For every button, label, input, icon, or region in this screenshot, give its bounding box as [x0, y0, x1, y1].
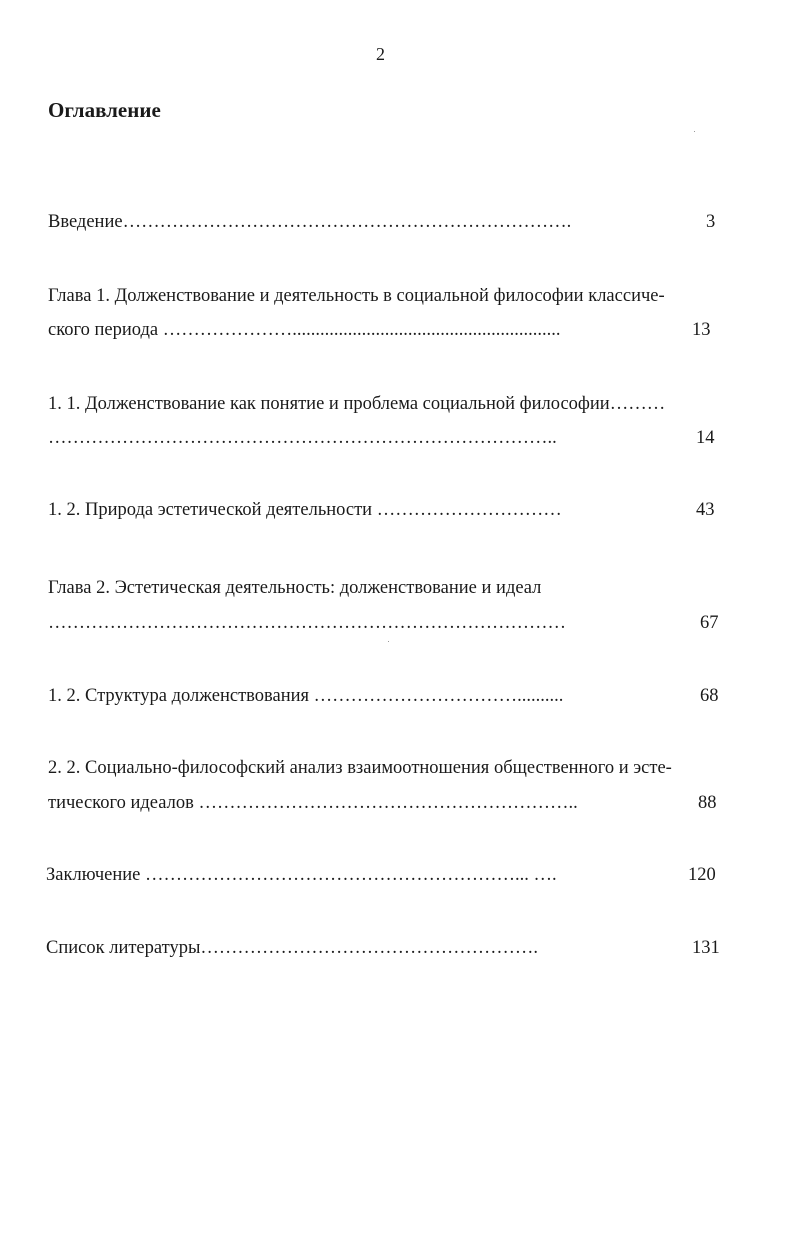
- toc-entry-conclusion: Заключение ……………………………………………………... ….: [46, 865, 557, 885]
- toc-page-section-1-1: 14: [696, 428, 715, 448]
- toc-entry-chapter-1-cont: ского периода …………………..........................................................: [48, 320, 561, 340]
- toc-entry-section-1-2: 1. 2. Природа эстетической деятельности …………………………: [48, 500, 562, 520]
- toc-entry-section-2-1: 1. 2. Структура долженствования ……………………………..........: [48, 686, 564, 706]
- page-number: 2: [376, 44, 385, 64]
- toc-page-section-1-2: 43: [696, 500, 715, 520]
- toc-entry-chapter-2: Глава 2. Эстетическая деятельность: долженствование и идеал: [48, 578, 542, 598]
- toc-entry-section-2-2: 2. 2. Социально-философский анализ взаимоотношения общественного и эсте-: [48, 758, 672, 778]
- toc-page-chapter-2: 67: [700, 613, 719, 633]
- toc-page-conclusion: 120: [688, 865, 716, 885]
- scan-speck: [388, 641, 389, 642]
- toc-page-section-2-2: 88: [698, 793, 717, 813]
- page-title: Оглавление: [48, 98, 161, 122]
- scan-speck: [694, 131, 695, 132]
- toc-entry-section-1-1: 1. 1. Долженствование как понятие и проблема социальной философии………: [48, 394, 666, 414]
- toc-page-intro: 3: [706, 212, 716, 232]
- toc-entry-intro: Введение……………………………………………………………….: [48, 212, 572, 232]
- toc-entry-chapter-2-cont: …………………………………………………………………………: [48, 613, 566, 633]
- toc-entry-chapter-1: Глава 1. Долженствование и деятельность в социальной философии классиче-: [48, 286, 665, 306]
- toc-page-chapter-1: 13: [692, 320, 711, 340]
- toc-entry-section-2-2-cont: тического идеалов ……………………………………………………..: [48, 793, 578, 813]
- toc-entry-section-1-1-cont: ………………………………………………………………………..: [48, 428, 557, 448]
- toc-page-references: 131: [692, 938, 720, 958]
- toc-entry-references: Список литературы……………………………………………….: [46, 938, 539, 958]
- toc-page-section-2-1: 68: [700, 686, 719, 706]
